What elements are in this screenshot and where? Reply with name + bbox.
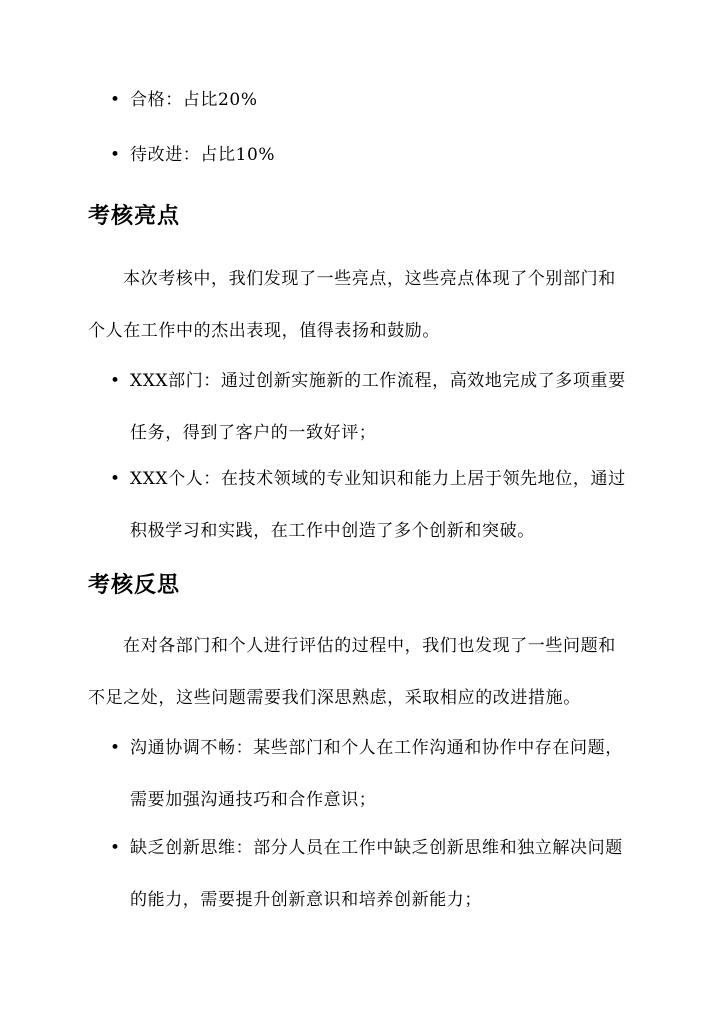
section-heading-highlights: 考核亮点 <box>88 203 181 229</box>
list-item-text: XXX部门：通过创新实施新的工作流程，高效地完成了多项重要任务，得到了客户的一致好评； <box>130 371 626 443</box>
list-item-text: 待改进：占比10% <box>130 145 276 165</box>
highlight-item-individual <box>0 453 720 557</box>
bullet-icon: • <box>110 371 121 391</box>
reflection-intro-paragraph: 在对各部门和个人进行评估的过程中，我们也发现了一些问题和不足之处，这些问题需要我们深思熟虑，采取相应的改进措施。 <box>88 636 616 708</box>
bullet-icon: • <box>110 469 121 489</box>
reflection-item-innovation <box>0 822 720 926</box>
highlights-intro-paragraph: 本次考核中，我们发现了一些亮点，这些亮点体现了个别部门和个人在工作中的杰出表现，值得表扬和鼓励。 <box>88 269 616 341</box>
reflection-item-communication <box>0 722 720 826</box>
list-item-needs-improvement <box>0 129 720 181</box>
highlight-item-department <box>0 355 720 459</box>
list-item-qualified <box>0 74 720 126</box>
bullet-icon: • <box>110 145 121 165</box>
list-item-text: XXX个人：在技术领域的专业知识和能力上居于领先地位，通过积极学习和实践，在工作中创造了多个创新和突破。 <box>130 469 626 541</box>
bullet-icon: • <box>110 738 121 758</box>
list-item-text: 缺乏创新思维：部分人员在工作中缺乏创新思维和独立解决问题的能力，需要提升创新意识和培养创新能力； <box>130 838 623 910</box>
section-heading-reflection: 考核反思 <box>88 572 181 598</box>
list-item-text: 沟通协调不畅：某些部门和个人在工作沟通和协作中存在问题，需要加强沟通技巧和合作意识； <box>130 738 623 810</box>
bullet-icon: • <box>110 838 121 858</box>
bullet-icon: • <box>110 90 121 110</box>
list-item-text: 合格：占比20% <box>130 90 258 110</box>
